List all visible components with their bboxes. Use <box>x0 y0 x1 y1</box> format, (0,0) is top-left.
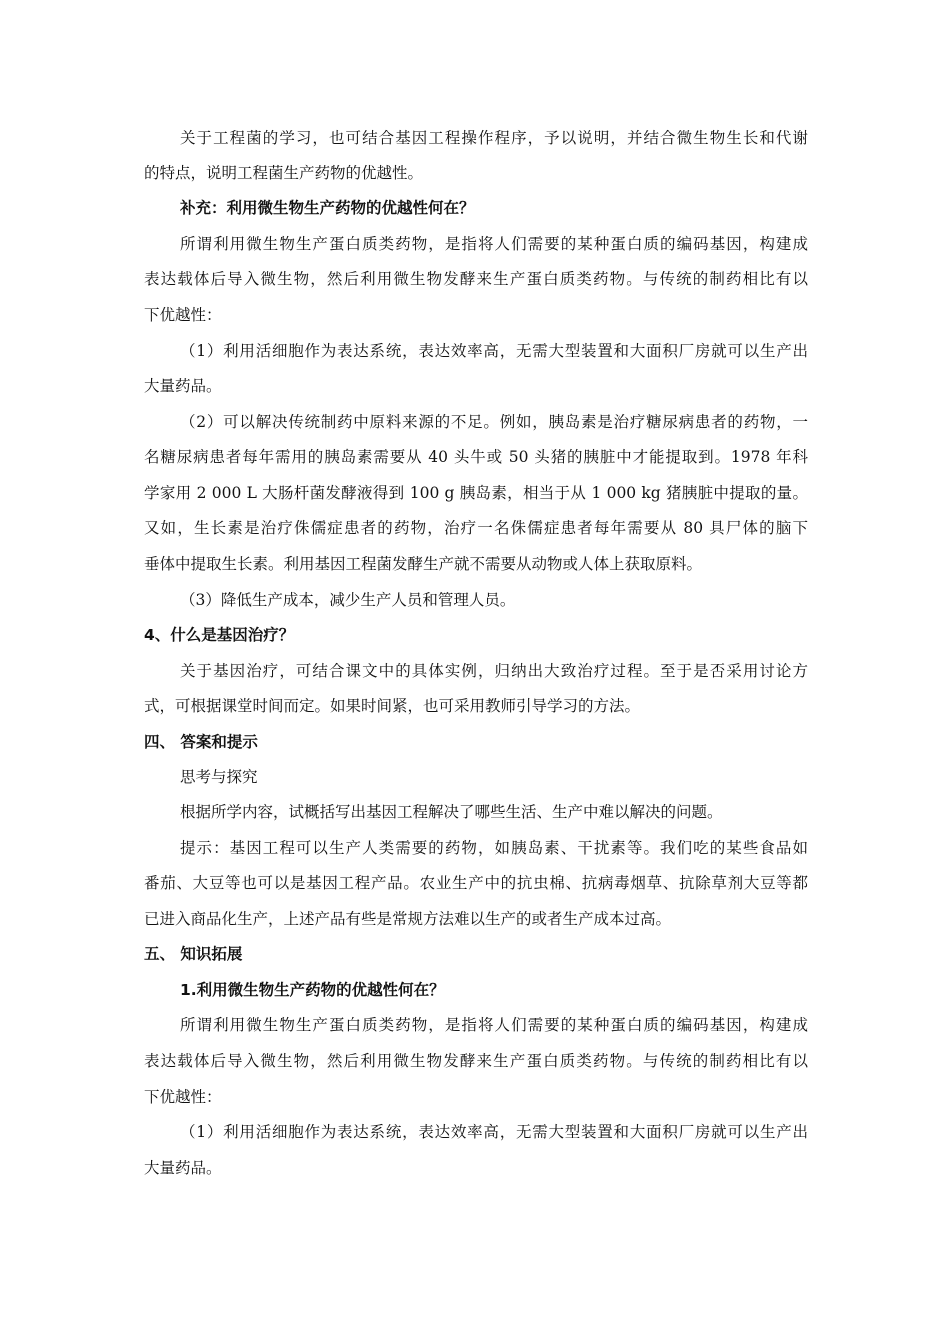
paragraph-line: 提示：基因工程可以生产人类需要的药物，如胰岛素、干扰素等。我们吃的某些食品如 <box>180 839 808 857</box>
list-item-line: （2）可以解决传统制药中原料来源的不足。例如，胰岛素是治疗糖尿病患者的药物，一 <box>180 413 808 431</box>
subheading: 1.利用微生物生产药物的优越性何在？ <box>180 981 445 999</box>
list-item-line: （1）利用活细胞作为表达系统，表达效率高，无需大型装置和大面积厂房就可以生产出 <box>180 342 808 360</box>
paragraph-line: 所谓利用微生物生产蛋白质类药物，是指将人们需要的某种蛋白质的编码基因，构建成 <box>180 1016 808 1034</box>
list-item-line: 名糖尿病患者每年需用的胰岛素需要从 40 头牛或 50 头猪的胰脏中才能提取到。1978 年科 <box>144 448 808 466</box>
paragraph-line: 关于工程菌的学习，也可结合基因工程操作程序，予以说明，并结合微生物生长和代谢 <box>180 129 808 147</box>
paragraph-line: 下优越性： <box>144 1088 222 1106</box>
list-item-line: 大量药品。 <box>144 377 222 395</box>
paragraph-line: 式，可根据课堂时间而定。如果时间紧，也可采用教师引导学习的方法。 <box>144 697 641 715</box>
paragraph-line: 下优越性： <box>144 306 222 324</box>
paragraph-line: 表达载体后导入微生物，然后利用微生物发酵来生产蛋白质类药物。与传统的制药相比有以 <box>144 1052 808 1070</box>
section-heading: 五、 知识拓展 <box>144 945 243 963</box>
paragraph-line: 所谓利用微生物生产蛋白质类药物，是指将人们需要的某种蛋白质的编码基因，构建成 <box>180 235 808 253</box>
list-item-line: （3）降低生产成本，减少生产人员和管理人员。 <box>180 591 516 609</box>
subheading: 思考与探究 <box>180 768 258 786</box>
section-heading: 四、 答案和提示 <box>144 733 258 751</box>
list-item-line: 又如，生长素是治疗侏儒症患者的药物，治疗一名侏儒症患者每年需要从 80 具尸体的脑下 <box>144 519 808 537</box>
list-item-line: 学家用 2 000 L 大肠杆菌发酵液得到 100 g 胰岛素，相当于从 1 000 kg 猪胰脏中提取的量。 <box>144 484 808 502</box>
paragraph-line: 的特点，说明工程菌生产药物的优越性。 <box>144 164 424 182</box>
list-item-line: （1）利用活细胞作为表达系统，表达效率高，无需大型装置和大面积厂房就可以生产出 <box>180 1123 808 1141</box>
paragraph-line: 表达载体后导入微生物，然后利用微生物发酵来生产蛋白质类药物。与传统的制药相比有以 <box>144 270 808 288</box>
section-heading: 4、什么是基因治疗？ <box>144 626 295 644</box>
paragraph-line: 已进入商品化生产，上述产品有些是常规方法难以生产的或者生产成本过高。 <box>144 910 672 928</box>
subheading: 补充：利用微生物生产药物的优越性何在？ <box>180 199 475 217</box>
paragraph-line: 番茄、大豆等也可以是基因工程产品。农业生产中的抗虫棉、抗病毒烟草、抗除草剂大豆等都 <box>144 874 808 892</box>
list-item-line: 垂体中提取生长素。利用基因工程菌发酵生产就不需要从动物或人体上获取原料。 <box>144 555 703 573</box>
list-item-line: 大量药品。 <box>144 1159 222 1177</box>
paragraph-line: 根据所学内容，试概括写出基因工程解决了哪些生活、生产中难以解决的问题。 <box>180 803 723 821</box>
paragraph-line: 关于基因治疗，可结合课文中的具体实例，归纳出大致治疗过程。至于是否采用讨论方 <box>180 662 808 680</box>
